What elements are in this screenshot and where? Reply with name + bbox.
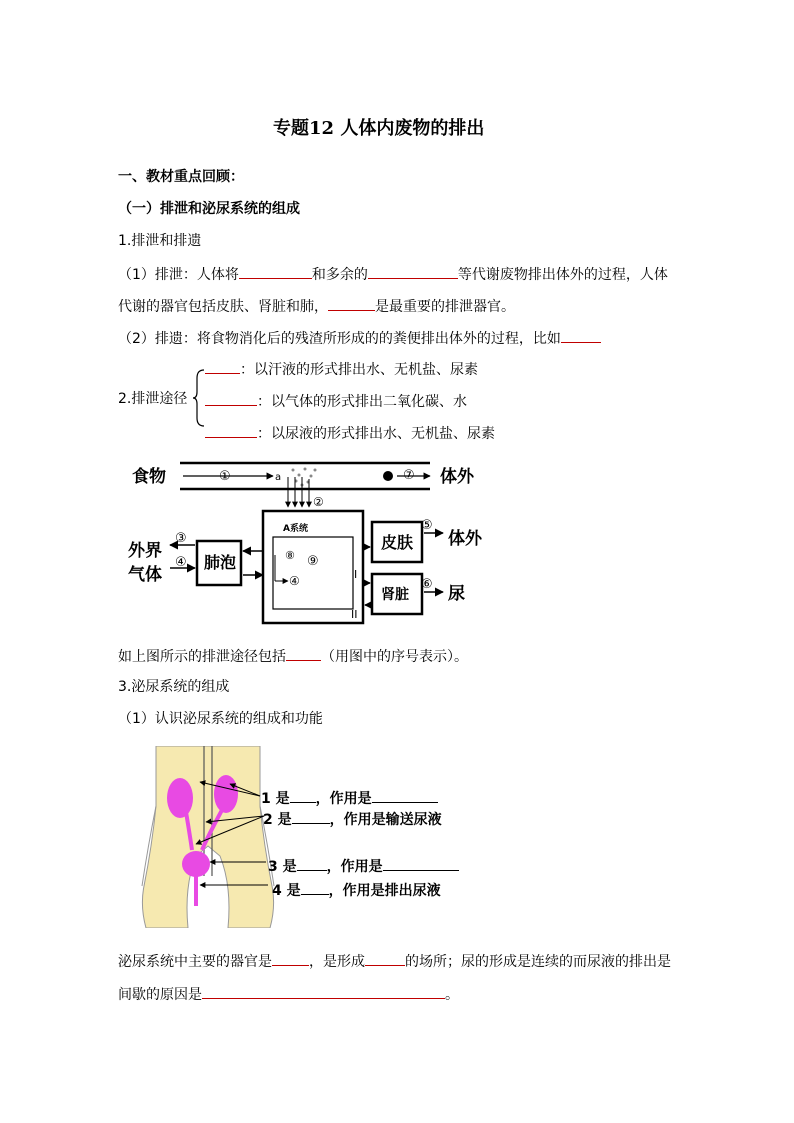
step-9: ⑨ bbox=[307, 554, 319, 569]
excretion-line-2: 代谢的器官包括皮肤、肾脏和肺， 是最重要的排泄器官。 bbox=[118, 295, 515, 317]
subsection-heading: （一）排泄和泌尿系统的组成 bbox=[118, 201, 300, 217]
step-4b: ④ bbox=[289, 574, 300, 588]
route-II: II bbox=[351, 608, 358, 621]
answer-blank[interactable] bbox=[286, 645, 321, 661]
answer-blank[interactable] bbox=[368, 263, 458, 279]
urinary-label-2: 2 是 ，作用是输送尿液 bbox=[263, 808, 442, 830]
item-heading: 1.排泄和排遗 bbox=[118, 233, 202, 249]
route-kidney: ：以尿液的形式排出水、无机盐、尿素 bbox=[205, 422, 495, 444]
answer-blank[interactable] bbox=[205, 390, 257, 406]
final-line-2: 间歇的原因是 。 bbox=[118, 983, 459, 1005]
food-label: 食物 bbox=[132, 467, 166, 487]
outside-air-label-1: 外界 bbox=[128, 541, 162, 561]
step-5: ⑤ bbox=[421, 518, 433, 533]
answer-blank[interactable] bbox=[383, 855, 459, 871]
excretion-line-1: （1）排泄：人体将 和多余的 等代谢废物排出体外的过程，人体 bbox=[118, 263, 668, 285]
answer-blank[interactable] bbox=[272, 950, 309, 966]
routes-question: 如上图所示的排泄途径包括 （用图中的序号表示）。 bbox=[118, 645, 468, 667]
urine-label: 尿 bbox=[448, 584, 465, 604]
answer-blank[interactable] bbox=[372, 787, 438, 803]
outside-right-label: 体外 bbox=[448, 529, 482, 549]
step-4: ④ bbox=[175, 555, 187, 570]
excretion-diagram bbox=[125, 455, 495, 630]
egestion-line: （2）排遗：将食物消化后的残渣所形成的的粪便排出体外的过程，比如 bbox=[118, 327, 601, 349]
system-a-label: A系统 bbox=[283, 524, 308, 534]
step-8: ⑧ bbox=[285, 549, 295, 562]
step-7: ⑦ bbox=[403, 468, 415, 483]
final-line-1: 泌尿系统中主要的器官是 ，是形成 的场所；尿的形成是连续的而尿液的排出是 bbox=[118, 950, 671, 972]
answer-blank[interactable] bbox=[202, 983, 445, 999]
alveoli-label: 肺泡 bbox=[204, 553, 237, 572]
route-lungs: ：以气体的形式排出二氧化碳、水 bbox=[205, 390, 467, 412]
answer-blank[interactable] bbox=[297, 855, 327, 871]
answer-blank[interactable] bbox=[239, 263, 312, 279]
step-6: ⑥ bbox=[421, 577, 433, 592]
step-3: ③ bbox=[175, 531, 187, 546]
answer-blank[interactable] bbox=[290, 787, 316, 803]
step-1: ① bbox=[219, 469, 231, 484]
section-heading: 一、教材重点回顾： bbox=[118, 169, 244, 185]
point-a-label: a bbox=[275, 472, 282, 483]
item3-heading: 3.泌尿系统的组成 bbox=[118, 679, 230, 695]
answer-blank[interactable] bbox=[561, 327, 601, 343]
skin-label: 皮肤 bbox=[381, 533, 414, 552]
brace-icon bbox=[192, 368, 206, 428]
outside-label: 体外 bbox=[440, 467, 474, 487]
urinary-label-4: 4 是 ，作用是排出尿液 bbox=[272, 879, 441, 901]
route-I: I bbox=[354, 568, 358, 581]
step-2: ② bbox=[313, 495, 324, 509]
page-title: 专题12 人体内废物的排出 bbox=[273, 118, 485, 139]
answer-blank[interactable] bbox=[301, 879, 329, 895]
urinary-label-3: 3 是 ，作用是 bbox=[268, 855, 459, 877]
kidney-label: 肾脏 bbox=[381, 587, 409, 603]
answer-blank[interactable] bbox=[365, 950, 405, 966]
routes-label: 2.排泄途径 bbox=[118, 391, 188, 407]
item3-sub: （1）认识泌尿系统的组成和功能 bbox=[118, 711, 323, 727]
route-skin: ：以汗液的形式排出水、无机盐、尿素 bbox=[205, 358, 478, 380]
answer-blank[interactable] bbox=[205, 422, 257, 438]
answer-blank[interactable] bbox=[205, 358, 240, 374]
outside-air-label-2: 气体 bbox=[128, 565, 162, 585]
urinary-label-1: 1 是 ，作用是 bbox=[261, 787, 438, 809]
answer-blank[interactable] bbox=[292, 808, 330, 824]
answer-blank[interactable] bbox=[328, 295, 375, 311]
